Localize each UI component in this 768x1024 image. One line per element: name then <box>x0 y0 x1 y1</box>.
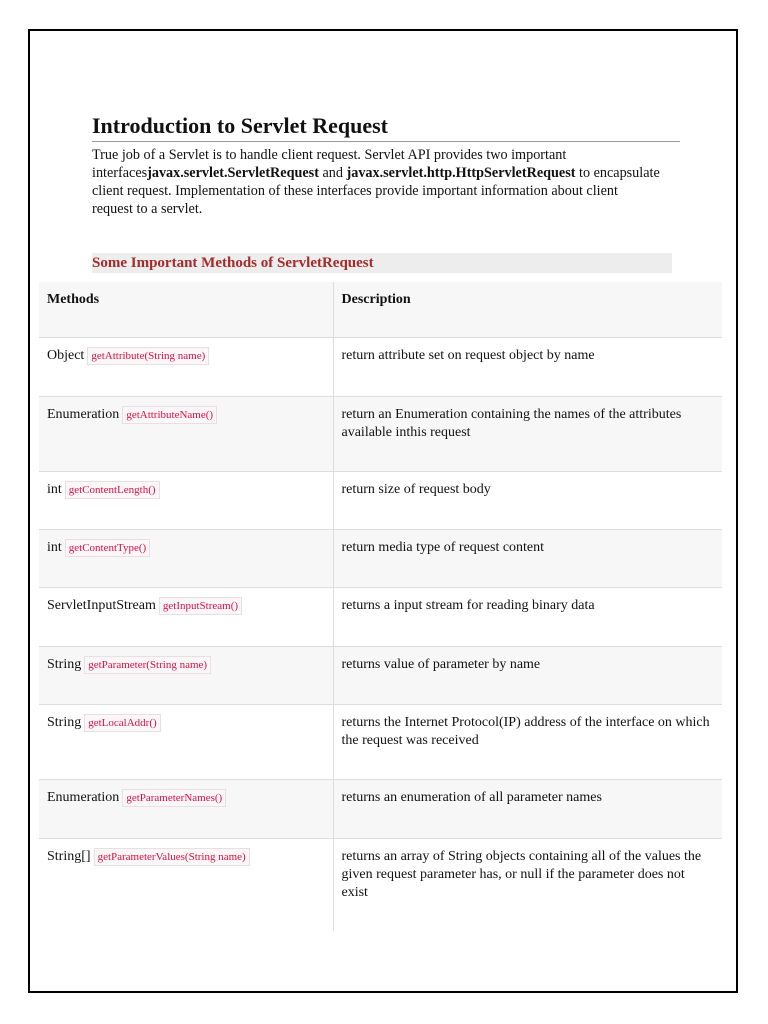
method-code: getInputStream() <box>159 597 242 615</box>
method-cell <box>39 704 333 779</box>
method-code: getAttributeName() <box>122 406 217 424</box>
return-type: String <box>47 656 82 672</box>
table-row <box>39 396 722 471</box>
method-cell <box>39 838 333 931</box>
description-cell: returns a input stream for reading binary data <box>341 597 595 613</box>
intro-paragraph <box>92 146 662 218</box>
method-code: getParameter(String name) <box>84 656 211 674</box>
description-cell: return attribute set on request object by name <box>341 347 595 363</box>
method-code: getParameterNames() <box>122 789 226 807</box>
table-row <box>39 646 722 704</box>
page-title: Introduction to Servlet Request <box>92 113 680 142</box>
table-row <box>39 838 722 931</box>
intro-text-1: True job of a Servlet is to handle client request. Servlet API provides two important interfaces <box>92 147 567 181</box>
return-type: int <box>47 481 62 497</box>
table-row <box>39 337 722 396</box>
method-code: getParameterValues(String name) <box>94 848 250 866</box>
intro-interface-2: javax.servlet.http.HttpServletRequest <box>346 165 576 181</box>
intro-interface-1: javax.servlet.ServletRequest <box>147 165 319 181</box>
description-cell: return size of request body <box>341 481 491 497</box>
table-row <box>39 529 722 587</box>
return-type: Enumeration <box>47 406 120 422</box>
table-row <box>39 779 722 838</box>
description-cell: returns the Internet Protocol(IP) address of the interface on which the request was received <box>341 714 710 748</box>
methods-table <box>39 282 722 931</box>
return-type: String[] <box>47 848 91 864</box>
return-type: Enumeration <box>47 789 120 805</box>
return-type: ServletInputStream <box>47 597 156 613</box>
method-code: getContentLength() <box>65 481 160 499</box>
method-cell <box>39 779 333 838</box>
method-cell <box>39 337 333 396</box>
table-row <box>39 704 722 779</box>
method-cell <box>39 646 333 704</box>
return-type: int <box>47 539 62 555</box>
method-cell <box>39 529 333 587</box>
description-cell: return an Enumeration containing the names of the attributes available inthis request <box>341 406 682 440</box>
method-cell <box>39 396 333 471</box>
description-cell: returns an enumeration of all parameter names <box>341 789 602 805</box>
section-heading: Some Important Methods of ServletRequest <box>92 253 672 273</box>
intro-and: and <box>318 165 347 181</box>
return-type: String <box>47 714 82 730</box>
header-description: Description <box>341 292 411 307</box>
description-cell: return media type of request content <box>341 539 545 555</box>
table-row <box>39 471 722 529</box>
method-code: getContentType() <box>65 539 150 557</box>
method-cell <box>39 471 333 529</box>
description-cell: returns value of parameter by name <box>341 656 541 672</box>
intro-text-2: to encapsulate client request. Implementation of these interfaces provide important information about client request to a servlet. <box>92 165 660 217</box>
table-header-row <box>39 282 722 337</box>
table-row <box>39 587 722 646</box>
method-cell <box>39 587 333 646</box>
document-page <box>28 29 738 993</box>
header-methods: Methods <box>39 282 333 337</box>
description-cell: returns an array of String objects containing all of the values the given request parameter has, or null if the parameter does not exist <box>341 848 702 900</box>
method-code: getLocalAddr() <box>84 714 160 732</box>
return-type: Object <box>47 347 85 363</box>
method-code: getAttribute(String name) <box>87 347 209 365</box>
